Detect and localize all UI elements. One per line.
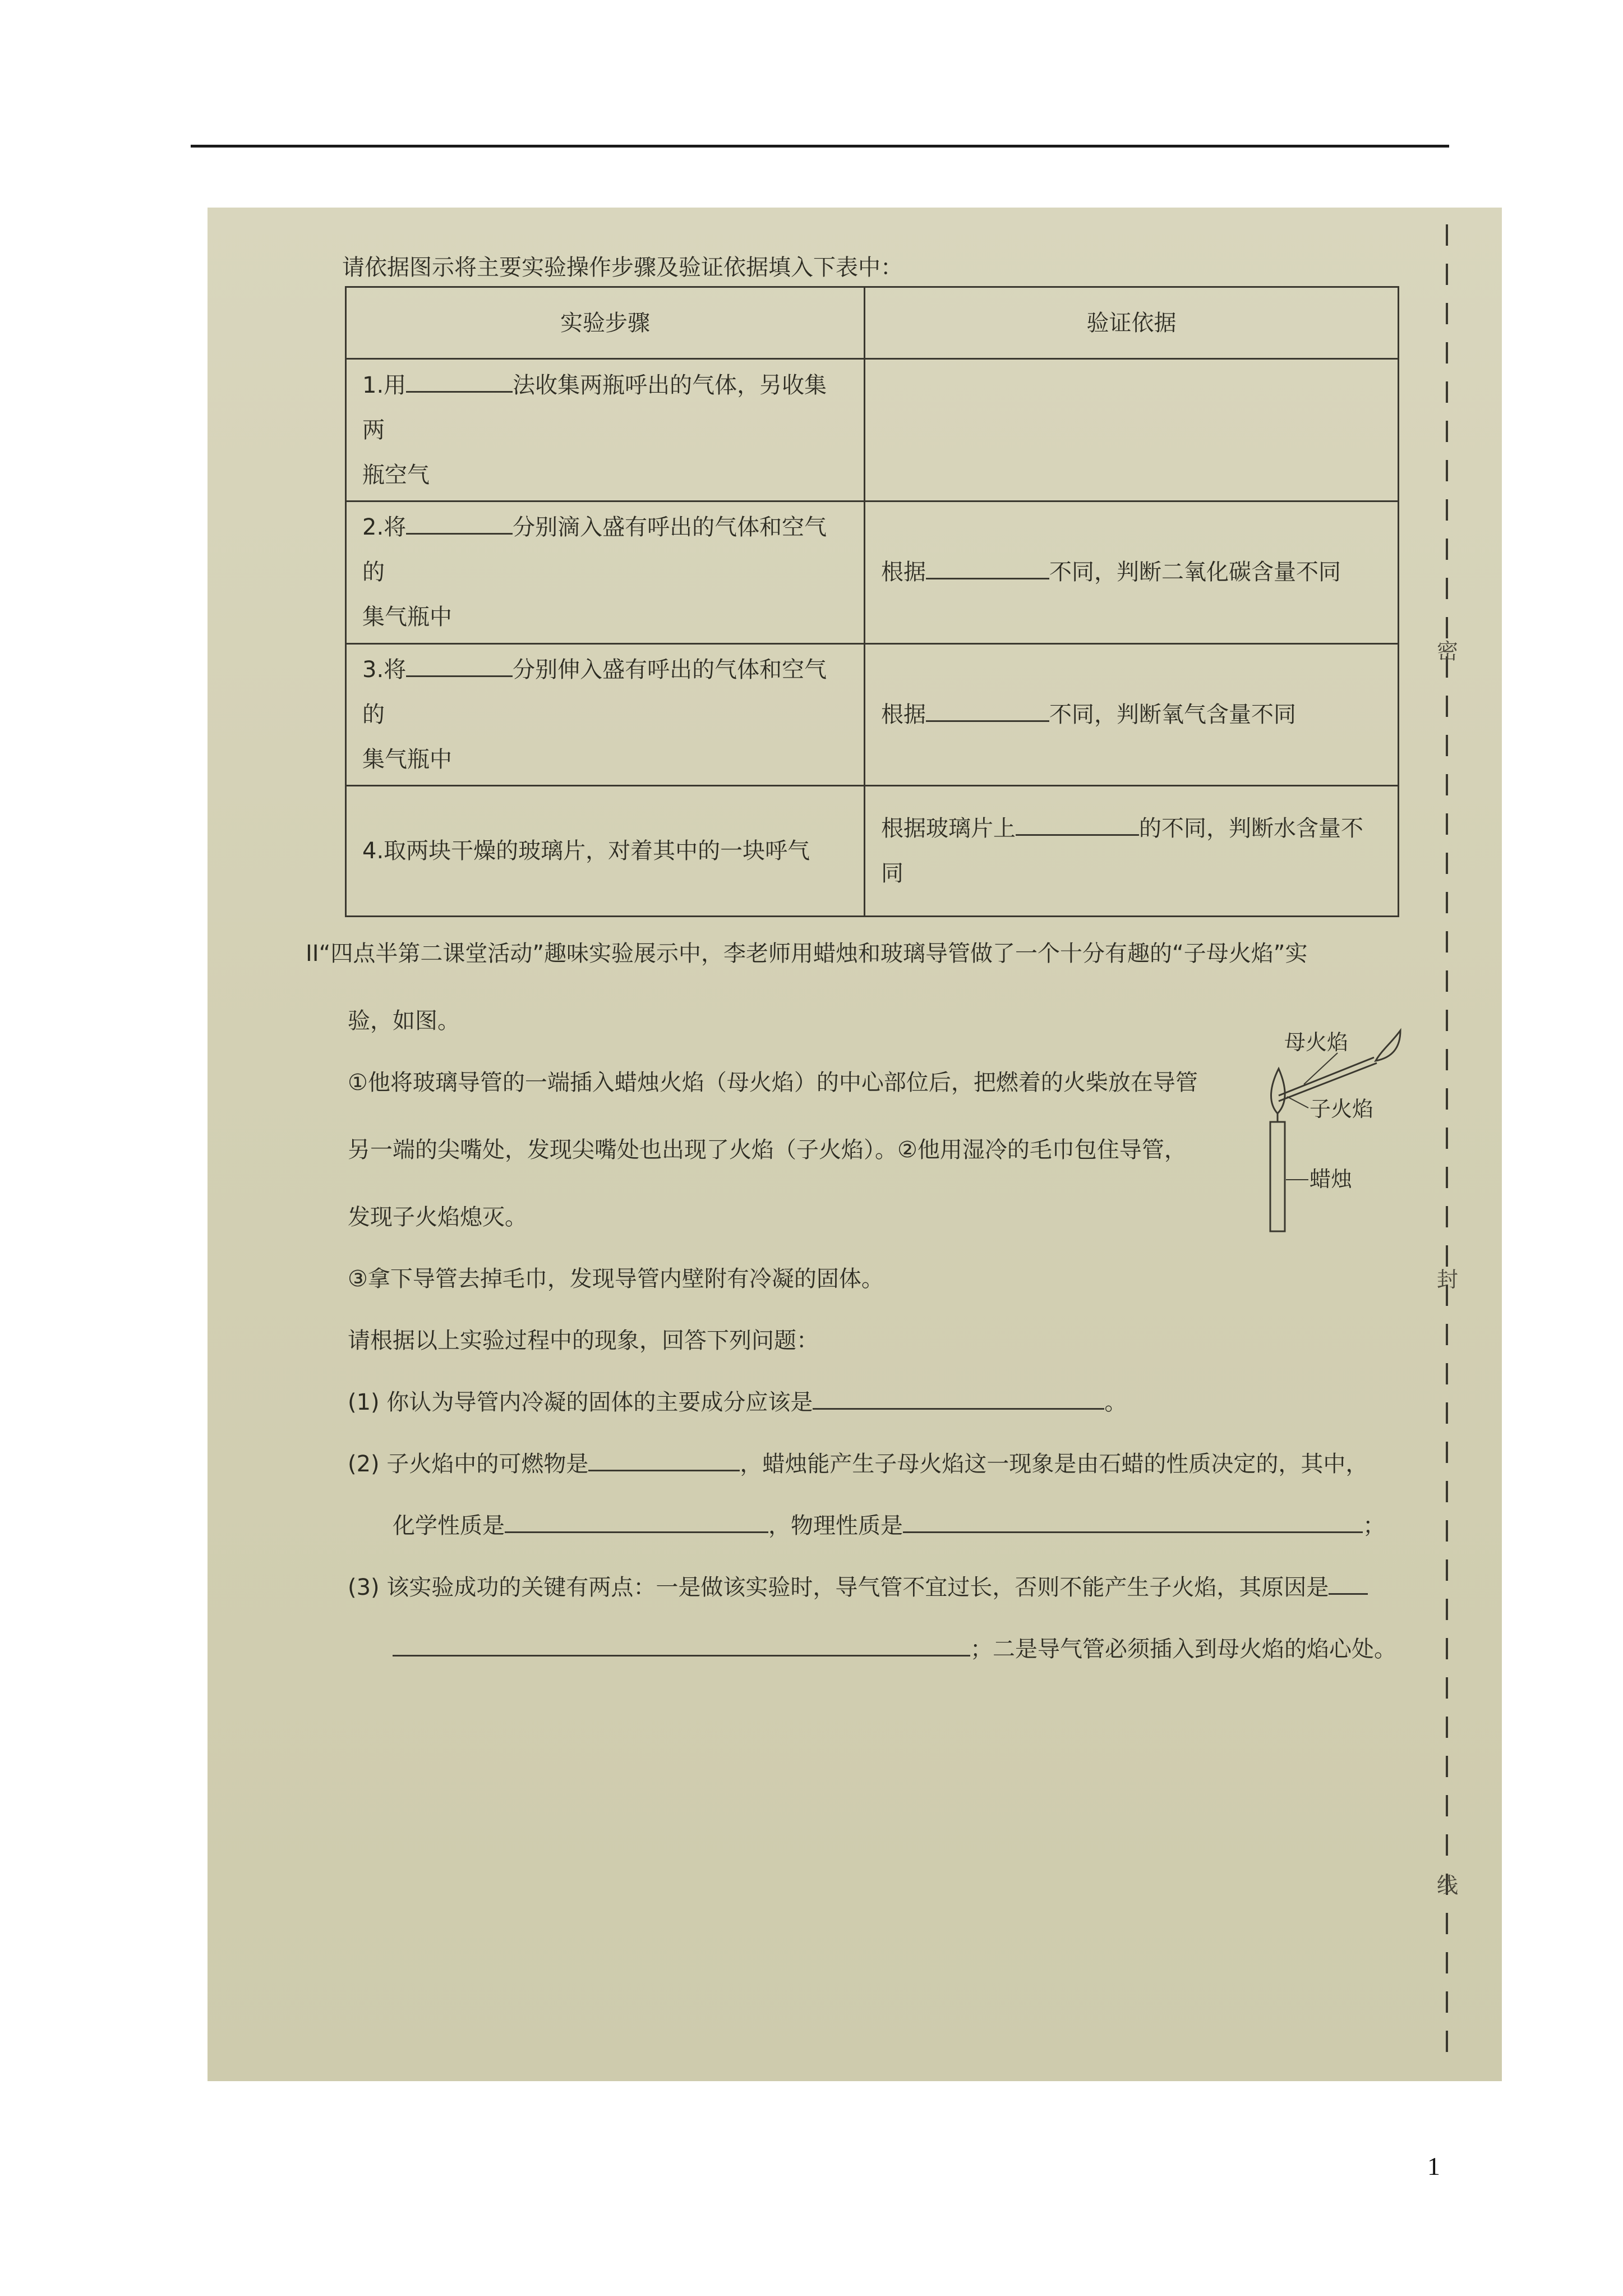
step-cell-4: 4.取两块干燥的玻璃片，对着其中的一块呼气 — [346, 786, 865, 917]
section2-line3: ①他将玻璃导管的一端插入蜡烛火焰（母火焰）的中心部位后，把燃着的火柴放在导管 — [348, 1070, 1198, 1096]
mother-flame-icon — [1271, 1069, 1285, 1114]
header-basis: 验证依据 — [865, 287, 1399, 359]
basis-cell-4: 根据玻璃片上 的不同，判断水含量不同 — [865, 786, 1399, 917]
section2-line2: 验，如图。 — [348, 1008, 460, 1034]
seal-char-xian: 线 — [1437, 1873, 1459, 1898]
answer-blank[interactable] — [406, 510, 513, 535]
candle-flame-diagram — [1253, 1024, 1444, 1237]
answer-blank[interactable] — [926, 555, 1049, 579]
basis-cell-3: 根据 不同，判断氧气含量不同 — [865, 643, 1399, 786]
answer-blank[interactable] — [926, 698, 1049, 722]
label-candle: 蜡烛 — [1310, 1167, 1353, 1191]
answer-blank[interactable] — [406, 369, 513, 393]
section2-line7: 请根据以上实验过程中的现象，回答下列问题： — [348, 1328, 819, 1354]
seal-dashed-line — [1422, 208, 1467, 2081]
question-2: (2) 子火焰中的可燃物是 ，蜡烛能产生子母火焰这一现象是由石蜡的性质决定的，其中， — [348, 1447, 1368, 1481]
section2-line4: 另一端的尖嘴处，发现尖嘴处也出现了火焰（子火焰）。②他用湿冷的毛巾包住导管， — [348, 1137, 1187, 1163]
section2-line5: 发现子火焰熄灭。 — [348, 1204, 527, 1230]
seal-char-feng: 封 — [1437, 1267, 1459, 1292]
question-1: (1) 你认为导管内冷凝的固体的主要成分应该是 。 — [348, 1386, 1127, 1419]
step-cell-1: 1.用 法收集两瓶呼出的气体，另收集两 瓶空气 — [346, 359, 865, 501]
basis-cell-2: 根据 不同，判断二氧化碳含量不同 — [865, 501, 1399, 643]
header-steps: 实验步骤 — [346, 287, 865, 359]
answer-blank[interactable] — [813, 1388, 1104, 1410]
basis-cell-1[interactable] — [865, 359, 1399, 501]
question-2b: 化学性质是 ，物理性质是 ； — [393, 1509, 1385, 1543]
section2-line1: II“四点半第二课堂活动”趣味实验展示中，李老师用蜡烛和玻璃导管做了一个十分有趣的“子母火焰”实 — [306, 941, 1308, 967]
table-instruction: 请依据图示将主要实验操作步骤及验证依据填入下表中： — [342, 255, 903, 280]
candle-icon — [1270, 1122, 1285, 1231]
step-cell-3: 3.将 分别伸入盛有呼出的气体和空气的 集气瓶中 — [346, 643, 865, 786]
question-3: (3) 该实验成功的关键有两点：一是做该实验时，导气管不宜过长，否则不能产生子火焰，其原因是 — [348, 1571, 1368, 1604]
answer-blank[interactable] — [903, 1511, 1363, 1533]
child-flame-icon — [1376, 1030, 1400, 1061]
answer-blank[interactable] — [1016, 812, 1139, 836]
seal-char-mi: 密 — [1437, 639, 1459, 664]
answer-blank[interactable] — [505, 1511, 768, 1533]
scanned-exam-page — [208, 208, 1502, 2081]
question-3-line2: ；二是导气管必须插入到母火焰的焰心处。 — [393, 1632, 1396, 1666]
header-rule — [191, 145, 1449, 148]
label-child-flame: 子火焰 — [1310, 1097, 1374, 1121]
page-number: 1 — [1427, 2152, 1440, 2180]
label-mother-flame: 母火焰 — [1284, 1030, 1349, 1055]
answer-blank[interactable] — [1329, 1573, 1368, 1595]
answer-blank[interactable] — [406, 653, 513, 677]
step-cell-2: 2.将 分别滴入盛有呼出的气体和空气的 集气瓶中 — [346, 501, 865, 643]
answer-blank[interactable] — [588, 1450, 740, 1471]
experiment-table — [345, 286, 1399, 917]
answer-blank[interactable] — [393, 1635, 970, 1657]
section2-line6: ③拿下导管去掉毛巾，发现导管内壁附有冷凝的固体。 — [348, 1266, 884, 1292]
